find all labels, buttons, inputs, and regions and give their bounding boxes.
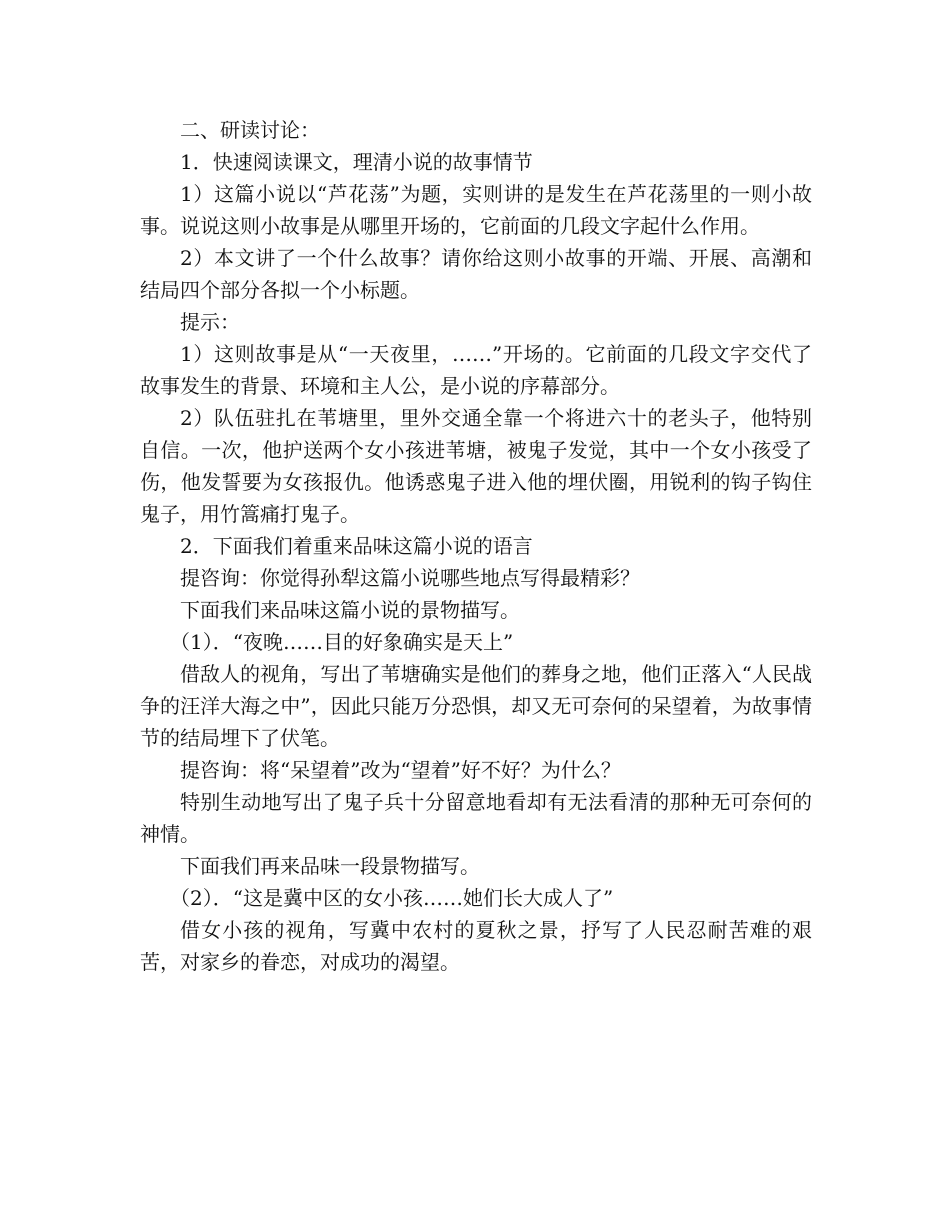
subsection-heading: 1．快速阅读课文，理清小说的故事情节: [180, 150, 533, 174]
answer-paragraph: 2）队伍驻扎在苇塘里，里外交通全靠一个将进六十的老头子，他特别自信。一次，他护送两个女小孩进苇塘，被鬼子发觉，其中一个女小孩受了伤，他发誓要为女孩报仇。他诱惑鬼子进入他的埋伏圈，用锐利的钩子钩住鬼子，用竹篙痛打鬼子。: [140, 406, 812, 526]
quote-heading: （1）．“夜晚……目的好象确实是天上”: [170, 630, 514, 654]
question-paragraph: 提咨询：你觉得孙犁这篇小说哪些地点写得最精彩？: [180, 566, 640, 590]
answer-paragraph: 借敌人的视角，写出了苇塘确实是他们的葬身之地，他们正落入“人民战争的汪洋大海之中”，因此只能万分恐惧，却又无可奈何的呆望着，为故事情节的结局埋下了伏笔。: [140, 662, 812, 750]
answer-paragraph: 1）这则故事是从“一天夜里，……”开场的。它前面的几段文字交代了故事发生的背景、环境和主人公，是小说的序幕部分。: [140, 342, 812, 398]
question-paragraph: 2）本文讲了一个什么故事？请你给这则小故事的开端、开展、高潮和结局四个部分各拟一个小标题。: [140, 246, 812, 302]
answer-paragraph: 借女小孩的视角，写冀中农村的夏秋之景，抒写了人民忍耐苦难的艰苦，对家乡的眷恋，对成功的渴望。: [140, 918, 812, 974]
hint-label: 提示：: [180, 310, 240, 334]
section-heading: 二、研读讨论：: [180, 118, 320, 142]
question-paragraph: 提咨询：将“呆望着”改为“望着”好不好？为什么？: [180, 758, 621, 782]
body-paragraph: 下面我们来品味这篇小说的景物描写。: [180, 598, 520, 622]
document-body: [140, 114, 812, 978]
answer-paragraph: 特别生动地写出了鬼子兵十分留意地看却有无法看清的那种无可奈何的神情。: [140, 790, 812, 846]
quote-heading: （2）．“这是冀中区的女小孩……她们长大成人了”: [170, 886, 614, 910]
body-paragraph: 下面我们再来品味一段景物描写。: [180, 854, 480, 878]
question-paragraph: 1）这篇小说以“芦花荡”为题，实则讲的是发生在芦花荡里的一则小故事。说说这则小故事是从哪里开场的，它前面的几段文字起什么作用。: [140, 182, 812, 238]
subsection-heading: 2．下面我们着重来品味这篇小说的语言: [180, 534, 533, 558]
